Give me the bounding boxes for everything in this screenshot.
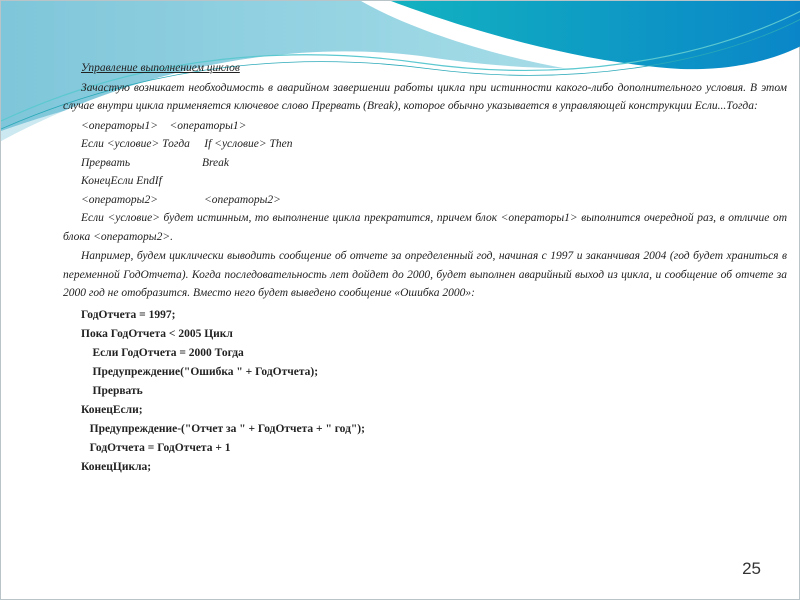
explanation-paragraph: Если <условие> будет истинным, то выполнение цикла прекратится, причем блок <операторы1> выполнится очередной раз, в отличие от блока <операторы2>.	[63, 212, 787, 243]
code-line: Предупреждение-("Отчет за " + ГодОтчета + " год");	[81, 422, 365, 435]
section-heading: Управление выполнением циклов	[81, 62, 240, 74]
code-example	[63, 306, 787, 477]
code-line: ГодОтчета = 1997;	[81, 308, 176, 321]
code-line: Если ГодОтчета = 2000 Тогда	[81, 346, 244, 359]
syntax-line: <операторы2> <операторы2>	[81, 193, 281, 206]
example-paragraph: Например, будем циклически выводить сообщение об отчете за определенный год, начиная с 1997 и заканчивая 2004 (год будет храниться в переменной ГодОтчета). Когда последовательность лет дойдет до 2000, будет выполнен аварийный выход из цикла, и сообщение об отчете за 2000 год не отобразится. Вместо него будет выведено сообщение «Ошибка 2000»:	[63, 250, 787, 299]
syntax-line: КонецЕсли EndIf	[81, 175, 162, 187]
syntax-line: <операторы1> <операторы1>	[81, 119, 247, 132]
code-line: КонецЕсли;	[81, 403, 143, 416]
page-number: 25	[742, 559, 761, 578]
intro-paragraph: Зачастую возникает необходимость в аварийном завершении работы цикла при истинности какого-либо дополнительного условия. В этом случае внутри цикла применяется ключевое слово Прервать (Break), которое обычно указывается в управляющей конструкции Если...Тогда:	[63, 81, 787, 112]
syntax-line: Если <условие> Тогда If <условие> Then	[81, 138, 293, 150]
slide-content	[63, 59, 787, 477]
code-line: ГодОтчета = ГодОтчета + 1	[81, 441, 231, 454]
code-line: Прервать	[81, 384, 143, 397]
code-line: Пока ГодОтчета < 2005 Цикл	[81, 327, 233, 340]
code-line: Предупреждение("Ошибка " + ГодОтчета);	[81, 365, 319, 378]
syntax-line: Прервать Break	[81, 156, 230, 169]
code-line: КонецЦикла;	[81, 460, 152, 473]
